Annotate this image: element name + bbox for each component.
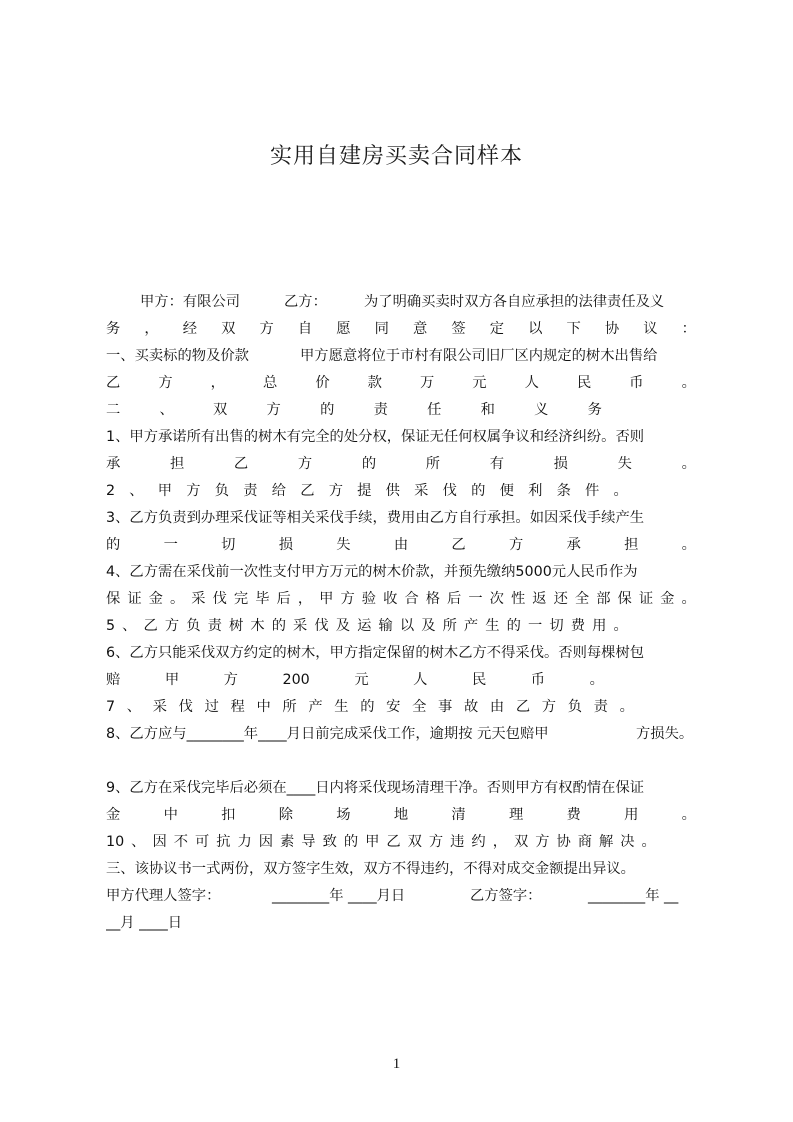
text-line-section-1: [106, 344, 696, 368]
text-token: 伐: [314, 618, 329, 634]
text-token: 用: [624, 807, 639, 823]
text-token: 责: [207, 618, 222, 634]
text-line-section-3: [106, 857, 696, 881]
text-token: 协: [604, 321, 620, 337]
text-token: 定: [489, 321, 505, 337]
text-token: 方: [259, 321, 274, 337]
text-token: 金: [148, 591, 163, 607]
text-line-clause-10: [106, 830, 656, 854]
text-token: 伐: [212, 591, 227, 607]
text-token: 以: [528, 321, 543, 337]
text-token: 采: [293, 618, 308, 634]
text-token: 责: [373, 402, 388, 418]
text-token: 方: [508, 537, 524, 553]
text-token: 义: [534, 402, 549, 418]
text-line-clause-2: [106, 479, 628, 503]
text-token: 返: [532, 591, 547, 607]
text-token: 地: [393, 807, 409, 823]
clause-9-text: 9、乙方在采伐完毕后必须在____日内将采伐现场清理干净。否则甲方有权酌情在保证: [106, 780, 645, 796]
text-token: ，: [144, 321, 159, 337]
text-line: [106, 803, 696, 827]
text-token: 商: [577, 834, 593, 850]
text-token: 所: [282, 699, 297, 715]
clause-8-tail: 方损失。: [636, 726, 694, 742]
text-token: 2: [106, 483, 116, 499]
text-token: 。: [613, 483, 628, 499]
text-token: 便: [499, 483, 514, 499]
text-token: 有: [489, 456, 505, 472]
text-line: [106, 668, 604, 692]
text-token: 甲: [365, 834, 380, 850]
text-token: 完: [233, 591, 249, 607]
text-token: 自: [297, 321, 313, 337]
text-line: [106, 587, 696, 611]
text-token: 的: [320, 402, 335, 418]
text-token: 总: [262, 375, 278, 391]
text-token: 、: [129, 483, 144, 499]
section-1-text: 甲方愿意将位于市村有限公司旧厂区内规定的树木出售给: [300, 348, 658, 364]
text-token: ，: [210, 375, 225, 391]
text-token: 乙: [300, 483, 315, 499]
text-token: 验: [361, 591, 377, 607]
text-token: 素: [280, 834, 295, 850]
text-token: 。: [681, 591, 696, 607]
text-token: 决: [620, 834, 635, 850]
text-token: 方: [541, 699, 557, 715]
text-line-clause-7: [106, 695, 634, 719]
text-token: 致: [322, 834, 337, 850]
text-line: [106, 506, 696, 530]
text-token: 采: [152, 699, 167, 715]
text-token: 方: [266, 402, 281, 418]
text-token: 采: [414, 483, 429, 499]
text-token: 务: [106, 321, 121, 337]
text-token: 用: [592, 618, 607, 634]
section-1-heading: 一、买卖标的物及价款: [106, 348, 249, 364]
text-token: 性: [510, 591, 526, 607]
intro-text: 为了明确买卖时双方各自应承担的法律责任及义: [364, 294, 665, 310]
text-token: 200: [282, 672, 310, 688]
text-token: 约: [471, 834, 486, 850]
party-b-date-blank-cont: __月 ____日: [106, 915, 183, 931]
text-token: 二: [106, 402, 121, 418]
text-token: 由: [393, 537, 409, 553]
text-token: 解: [599, 834, 614, 850]
text-token: 元: [354, 672, 369, 688]
text-token: 担: [624, 537, 639, 553]
text-token: 违: [450, 834, 465, 850]
text-token: 协: [556, 834, 571, 850]
document-title: 实用自建房买卖合同样本: [269, 144, 523, 169]
text-token: 木: [250, 618, 265, 634]
text-line: [106, 452, 696, 476]
text-token: 抗: [216, 834, 231, 850]
text-token: 人: [524, 375, 539, 391]
text-token: 的: [361, 456, 377, 472]
section-3-text: 三、该协议书一式两份，双方签字生效，双方不得违约，不得对成交金额提出异议。: [106, 861, 635, 877]
text-token: 元: [472, 375, 487, 391]
text-token: 伐: [178, 699, 193, 715]
text-token: 的: [106, 537, 121, 553]
text-token: 后: [447, 591, 462, 607]
text-token: 。: [641, 834, 656, 850]
text-line: [106, 317, 696, 341]
text-token: 证: [127, 591, 142, 607]
text-token: 乙: [515, 699, 531, 715]
text-token: 保: [617, 591, 632, 607]
text-token: 理: [508, 807, 524, 823]
text-token: 人: [413, 672, 428, 688]
text-token: 方: [186, 483, 201, 499]
text-token: 、: [131, 834, 146, 850]
text-token: 意: [413, 321, 428, 337]
text-token: 提: [357, 483, 372, 499]
text-token: 故: [463, 699, 479, 715]
text-token: 件: [585, 483, 600, 499]
text-token: 甲: [164, 672, 180, 688]
text-token: 格: [425, 591, 440, 607]
text-line-parties: [106, 290, 696, 314]
text-token: 担: [169, 456, 185, 472]
text-token: 承: [566, 537, 581, 553]
text-token: 责: [243, 483, 258, 499]
text-token: 输: [378, 618, 393, 634]
text-token: 。: [681, 807, 696, 823]
text-token: 所: [425, 456, 441, 472]
text-token: 以: [399, 618, 415, 634]
text-token: 证: [638, 591, 654, 607]
text-token: 所: [442, 618, 457, 634]
text-token: 责: [593, 699, 608, 715]
text-line-section-2-heading: [106, 398, 602, 422]
text-token: 乙: [233, 456, 249, 472]
text-token: 给: [271, 483, 287, 499]
text-token: ，: [297, 591, 313, 607]
party-b-date-blank: ________年 __: [588, 888, 679, 904]
clause-4-text: 4、乙方需在采伐前一次性支付甲方万元的树木价款，并预先缴纳5000元人民币作为: [106, 564, 638, 580]
text-token: 后: [276, 591, 291, 607]
text-token: 清: [451, 807, 466, 823]
text-token: 及: [335, 618, 351, 634]
text-token: 由: [489, 699, 505, 715]
text-token: 双: [221, 321, 236, 337]
text-line: [106, 560, 696, 584]
text-token: 。: [681, 375, 696, 391]
text-token: 可: [194, 834, 210, 850]
text-token: 下: [566, 321, 581, 337]
text-token: 民: [471, 672, 487, 688]
text-token: 双: [513, 834, 529, 850]
text-token: 供: [385, 483, 400, 499]
text-token: 生: [485, 618, 500, 634]
text-token: 切: [221, 537, 236, 553]
text-token: 负: [567, 699, 582, 715]
text-token: 。: [619, 699, 634, 715]
text-token: 签: [451, 321, 466, 337]
text-token: 方: [328, 483, 343, 499]
text-token: 双: [407, 834, 422, 850]
text-token: 条: [556, 483, 571, 499]
text-token: 场: [336, 807, 351, 823]
clause-8-text: 8、乙方应与________年____月日前完成采伐工作，逾期按 元天包赔甲: [106, 726, 549, 742]
text-token: 因: [152, 834, 167, 850]
text-token: 价: [315, 375, 330, 391]
text-token: 方: [297, 456, 313, 472]
text-token: 树: [228, 618, 244, 634]
party-b-signature-label: 乙方签字：: [470, 888, 542, 904]
text-token: 方: [428, 834, 444, 850]
text-token: 毕: [255, 591, 270, 607]
text-token: 务: [587, 402, 602, 418]
text-token: 中: [256, 699, 271, 715]
text-token: 甲: [319, 591, 334, 607]
text-token: 5: [106, 618, 116, 634]
text-line: [106, 425, 696, 449]
text-token: 金: [660, 591, 675, 607]
text-token: 乙: [451, 537, 466, 553]
text-token: 甲: [157, 483, 173, 499]
text-token: 收: [383, 591, 398, 607]
text-token: 7: [106, 699, 116, 715]
text-token: 款: [367, 375, 382, 391]
text-token: 负: [214, 483, 230, 499]
text-token: 的: [271, 618, 286, 634]
text-token: 安: [386, 699, 401, 715]
text-token: 双: [213, 402, 228, 418]
signature-line-continued: [106, 911, 696, 935]
party-b-label: 乙方：: [284, 294, 327, 310]
text-token: 负: [186, 618, 201, 634]
text-token: 承: [106, 456, 121, 472]
text-token: 中: [163, 807, 178, 823]
text-token: 产: [308, 699, 323, 715]
text-token: 币: [629, 375, 644, 391]
text-token: 愿: [336, 321, 351, 337]
text-token: 。: [169, 591, 185, 607]
text-token: 次: [489, 591, 504, 607]
text-token: 乙: [106, 375, 121, 391]
text-token: 合: [404, 591, 419, 607]
text-line: [106, 371, 696, 395]
text-token: 费: [570, 618, 586, 634]
text-token: 。: [681, 537, 696, 553]
text-token: 费: [566, 807, 581, 823]
clause-1-text: 1、甲方承诺所有出售的树木有完全的处分权，保证无任何权属争议和经济纠纷。否则: [106, 429, 645, 445]
text-token: 失: [336, 537, 351, 553]
text-token: 全: [574, 591, 590, 607]
text-token: 同: [374, 321, 389, 337]
text-token: 的: [506, 618, 521, 634]
text-token: 乙: [143, 618, 158, 634]
text-token: 导: [301, 834, 316, 850]
text-token: 的: [343, 834, 359, 850]
party-a-agent-signature-label: 甲方代理人签字：: [106, 888, 221, 904]
text-token: ，: [492, 834, 507, 850]
party-a-label: 甲方：有限公司: [140, 294, 241, 310]
text-token: 一: [163, 537, 178, 553]
text-token: 方: [223, 672, 238, 688]
text-line: [106, 776, 696, 800]
text-token: 力: [237, 834, 252, 850]
text-token: 伐: [442, 483, 457, 499]
text-token: 乙: [386, 834, 401, 850]
text-token: 、: [159, 402, 174, 418]
text-token: 方: [164, 618, 180, 634]
clause-6-text: 6、乙方只能采伐双方约定的树木，甲方指定保留的树木乙方不得采伐。否则每棵树包: [106, 645, 645, 661]
text-token: 运: [357, 618, 372, 634]
text-token: 产: [463, 618, 479, 634]
text-token: 及: [421, 618, 436, 634]
text-token: 方: [340, 591, 355, 607]
text-token: 一: [528, 618, 543, 634]
text-token: 过: [204, 699, 219, 715]
text-token: 赔: [106, 672, 121, 688]
text-token: 金: [106, 807, 121, 823]
clause-3-text: 3、乙方负责到办理采伐证等相关采伐手续，费用由乙方自行承担。如因采伐手续产生: [106, 510, 645, 526]
text-token: 10: [106, 834, 125, 850]
text-token: 损: [553, 456, 568, 472]
text-token: 币: [530, 672, 546, 688]
text-token: 程: [230, 699, 245, 715]
text-token: 和: [480, 402, 495, 418]
text-token: 。: [589, 672, 604, 688]
text-token: 、: [126, 699, 142, 715]
text-token: 除: [278, 807, 293, 823]
text-token: 的: [471, 483, 486, 499]
text-token: 议: [643, 321, 658, 337]
text-token: 不: [173, 834, 188, 850]
text-token: 、: [122, 618, 137, 634]
text-token: 因: [258, 834, 274, 850]
text-token: 部: [596, 591, 611, 607]
text-token: ：: [681, 321, 696, 337]
text-line: [106, 641, 696, 665]
text-token: 保: [106, 591, 121, 607]
text-token: 方: [535, 834, 550, 850]
text-token: 扣: [221, 807, 236, 823]
text-token: 损: [278, 537, 293, 553]
text-token: 切: [549, 618, 564, 634]
text-token: 利: [528, 483, 543, 499]
text-token: 全: [412, 699, 427, 715]
text-token: 失: [617, 456, 632, 472]
text-line-clause-8: [106, 722, 696, 746]
text-token: 民: [576, 375, 592, 391]
signature-line: [106, 884, 696, 908]
page-number: 1: [392, 1056, 401, 1072]
text-token: 的: [360, 699, 375, 715]
text-token: 生: [334, 699, 349, 715]
text-token: 事: [438, 699, 453, 715]
text-token: 任: [427, 402, 442, 418]
text-token: 一: [468, 591, 483, 607]
text-token: 万: [419, 375, 435, 391]
text-token: 。: [613, 618, 628, 634]
text-token: 还: [553, 591, 568, 607]
text-token: 方: [158, 375, 173, 391]
text-token: 。: [681, 456, 696, 472]
text-token: 采: [191, 591, 206, 607]
text-line-clause-5: [106, 614, 628, 638]
party-a-date-blank: ________年 ____月日: [272, 888, 406, 904]
text-token: 经: [182, 321, 198, 337]
text-line: [106, 533, 696, 557]
